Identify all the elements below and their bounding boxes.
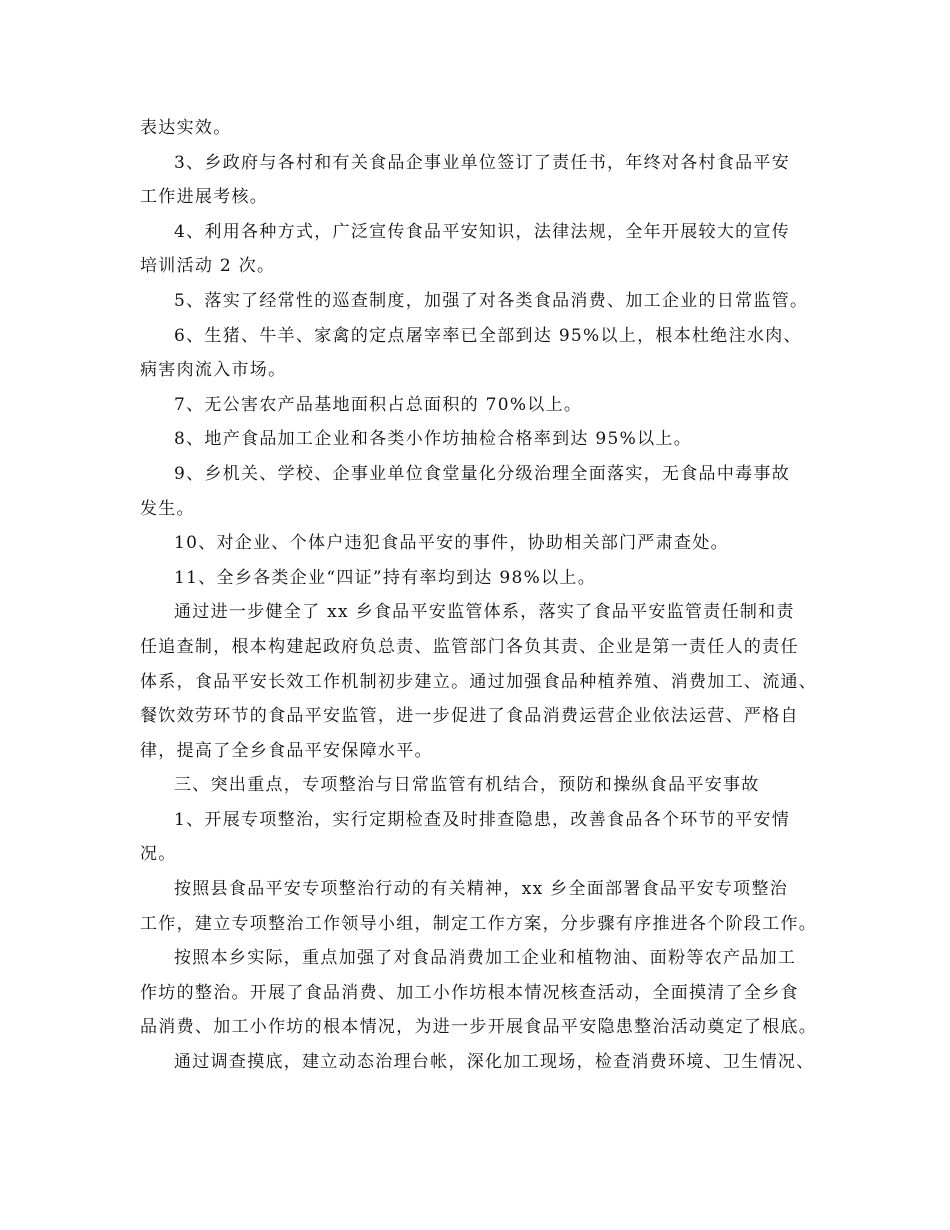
text-line: 3、乡政府与各村和有关食品企事业单位签订了责任书，年终对各村食品平安 xyxy=(174,152,791,173)
text-line: 病害肉流入市场。 xyxy=(140,360,287,381)
text-line: 5、落实了经常性的巡查制度，加强了对各类食品消费、加工企业的日常监管。 xyxy=(174,290,809,311)
text-line: 表达实效。 xyxy=(140,118,232,138)
text-line: 10、对企业、个体户违犯食品平安的事件，协助相关部门严肃查处。 xyxy=(174,533,729,554)
text-line: 况。 xyxy=(140,844,177,865)
text-line: 按照本乡实际，重点加强了对食品消费加工企业和植物油、面粉等农产品加工 xyxy=(174,948,797,969)
text-line: 8、地产食品加工企业和各类小作坊抽检合格率到达 95%以上。 xyxy=(174,429,693,450)
text-line: 体系，食品平安长效工作机制初步建立。通过加强食品种植养殖、消费加工、流通、 xyxy=(140,671,818,692)
text-line: 品消费、加工小作坊的根本情况，为进一步开展食品平安隐患整治活动奠定了根底。 xyxy=(140,1017,818,1038)
text-line: 作坊的整治。开展了食品消费、加工小作坊根本情况核查活动，全面摸清了全乡食 xyxy=(140,982,799,1003)
text-line: 律，提高了全乡食品平安保障水平。 xyxy=(140,740,433,761)
text-line: 工作，建立专项整治工作领导小组，制定工作方案，分步骤有序推进各个阶段工作。 xyxy=(140,913,818,934)
text-line: 三、突出重点，专项整治与日常监管有机结合，预防和操纵食品平安事故 xyxy=(174,775,760,796)
text-line: 培训活动 2 次。 xyxy=(140,256,276,277)
text-line: 1、开展专项整治，实行定期检查及时排查隐患，改善食品各个环节的平安情 xyxy=(174,809,791,830)
text-line: 工作进展考核。 xyxy=(140,187,269,208)
text-line: 6、生猪、牛羊、家禽的定点屠宰率已全部到达 95%以上，根本杜绝注水肉、 xyxy=(174,325,802,346)
text-line: 9、乡机关、学校、企事业单位食堂量化分级治理全面落实，无食品中毒事故 xyxy=(174,463,791,484)
text-line: 餐饮效劳环节的食品平安监管，进一步促进了食品消费运营企业依法运营、严格自 xyxy=(140,706,799,727)
text-line: 按照县食品平安专项整治行动的有关精神，xx 乡全面部署食品平安专项整治 xyxy=(174,879,789,900)
text-line: 通过调查摸底，建立动态治理台帐，深化加工现场，检查消费环境、卫生情况、 xyxy=(174,1052,815,1073)
text-line: 7、无公害农产品基地面积占总面积的 70%以上。 xyxy=(174,394,583,415)
text-line: 通过进一步健全了 xx 乡食品平安监管体系，落实了食品平安监管责任制和责 xyxy=(174,602,795,623)
text-line: 11、全乡各类企业“四证”持有率均到达 98%以上。 xyxy=(174,567,597,588)
text-line: 4、利用各种方式，广泛宣传食品平安知识，法律法规，全年开展较大的宣传 xyxy=(174,221,791,242)
text-line: 任追查制，根本构建起政府负总责、监管部门各负其责、企业是第一责任人的责任 xyxy=(140,636,799,657)
text-line: 发生。 xyxy=(140,498,195,519)
document-body xyxy=(140,111,820,1080)
